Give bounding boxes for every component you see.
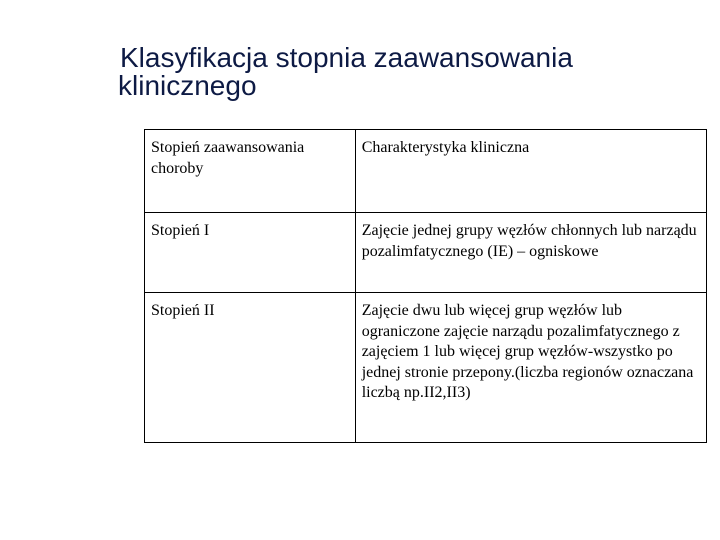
staging-table [144, 129, 707, 443]
table-row [145, 213, 707, 293]
title-line-2: klinicznego [118, 70, 257, 101]
table-row [145, 293, 707, 443]
header-characteristics-cell: Charakterystyka kliniczna [355, 130, 706, 213]
header-stage-cell: Stopień zaawansowania choroby [145, 130, 356, 213]
characteristics-cell: Zajęcie jednej grupy węzłów chłonnych lub narządu pozalimfatycznego (IE) – ogniskowe [355, 213, 706, 293]
table-header-row [145, 130, 707, 213]
slide-title [120, 44, 680, 100]
stage-cell: Stopień II [145, 293, 356, 443]
title-line-1: Klasyfikacja stopnia zaawansowania [120, 42, 573, 73]
stage-cell: Stopień I [145, 213, 356, 293]
characteristics-cell: Zajęcie dwu lub więcej grup węzłów lub ograniczone zajęcie narządu pozalimfatycznego z zajęciem 1 lub więcej grup węzłów-wszystko po jednej stronie przepony.(liczba regionów oznaczana liczbą np.II2,II3) [355, 293, 706, 443]
